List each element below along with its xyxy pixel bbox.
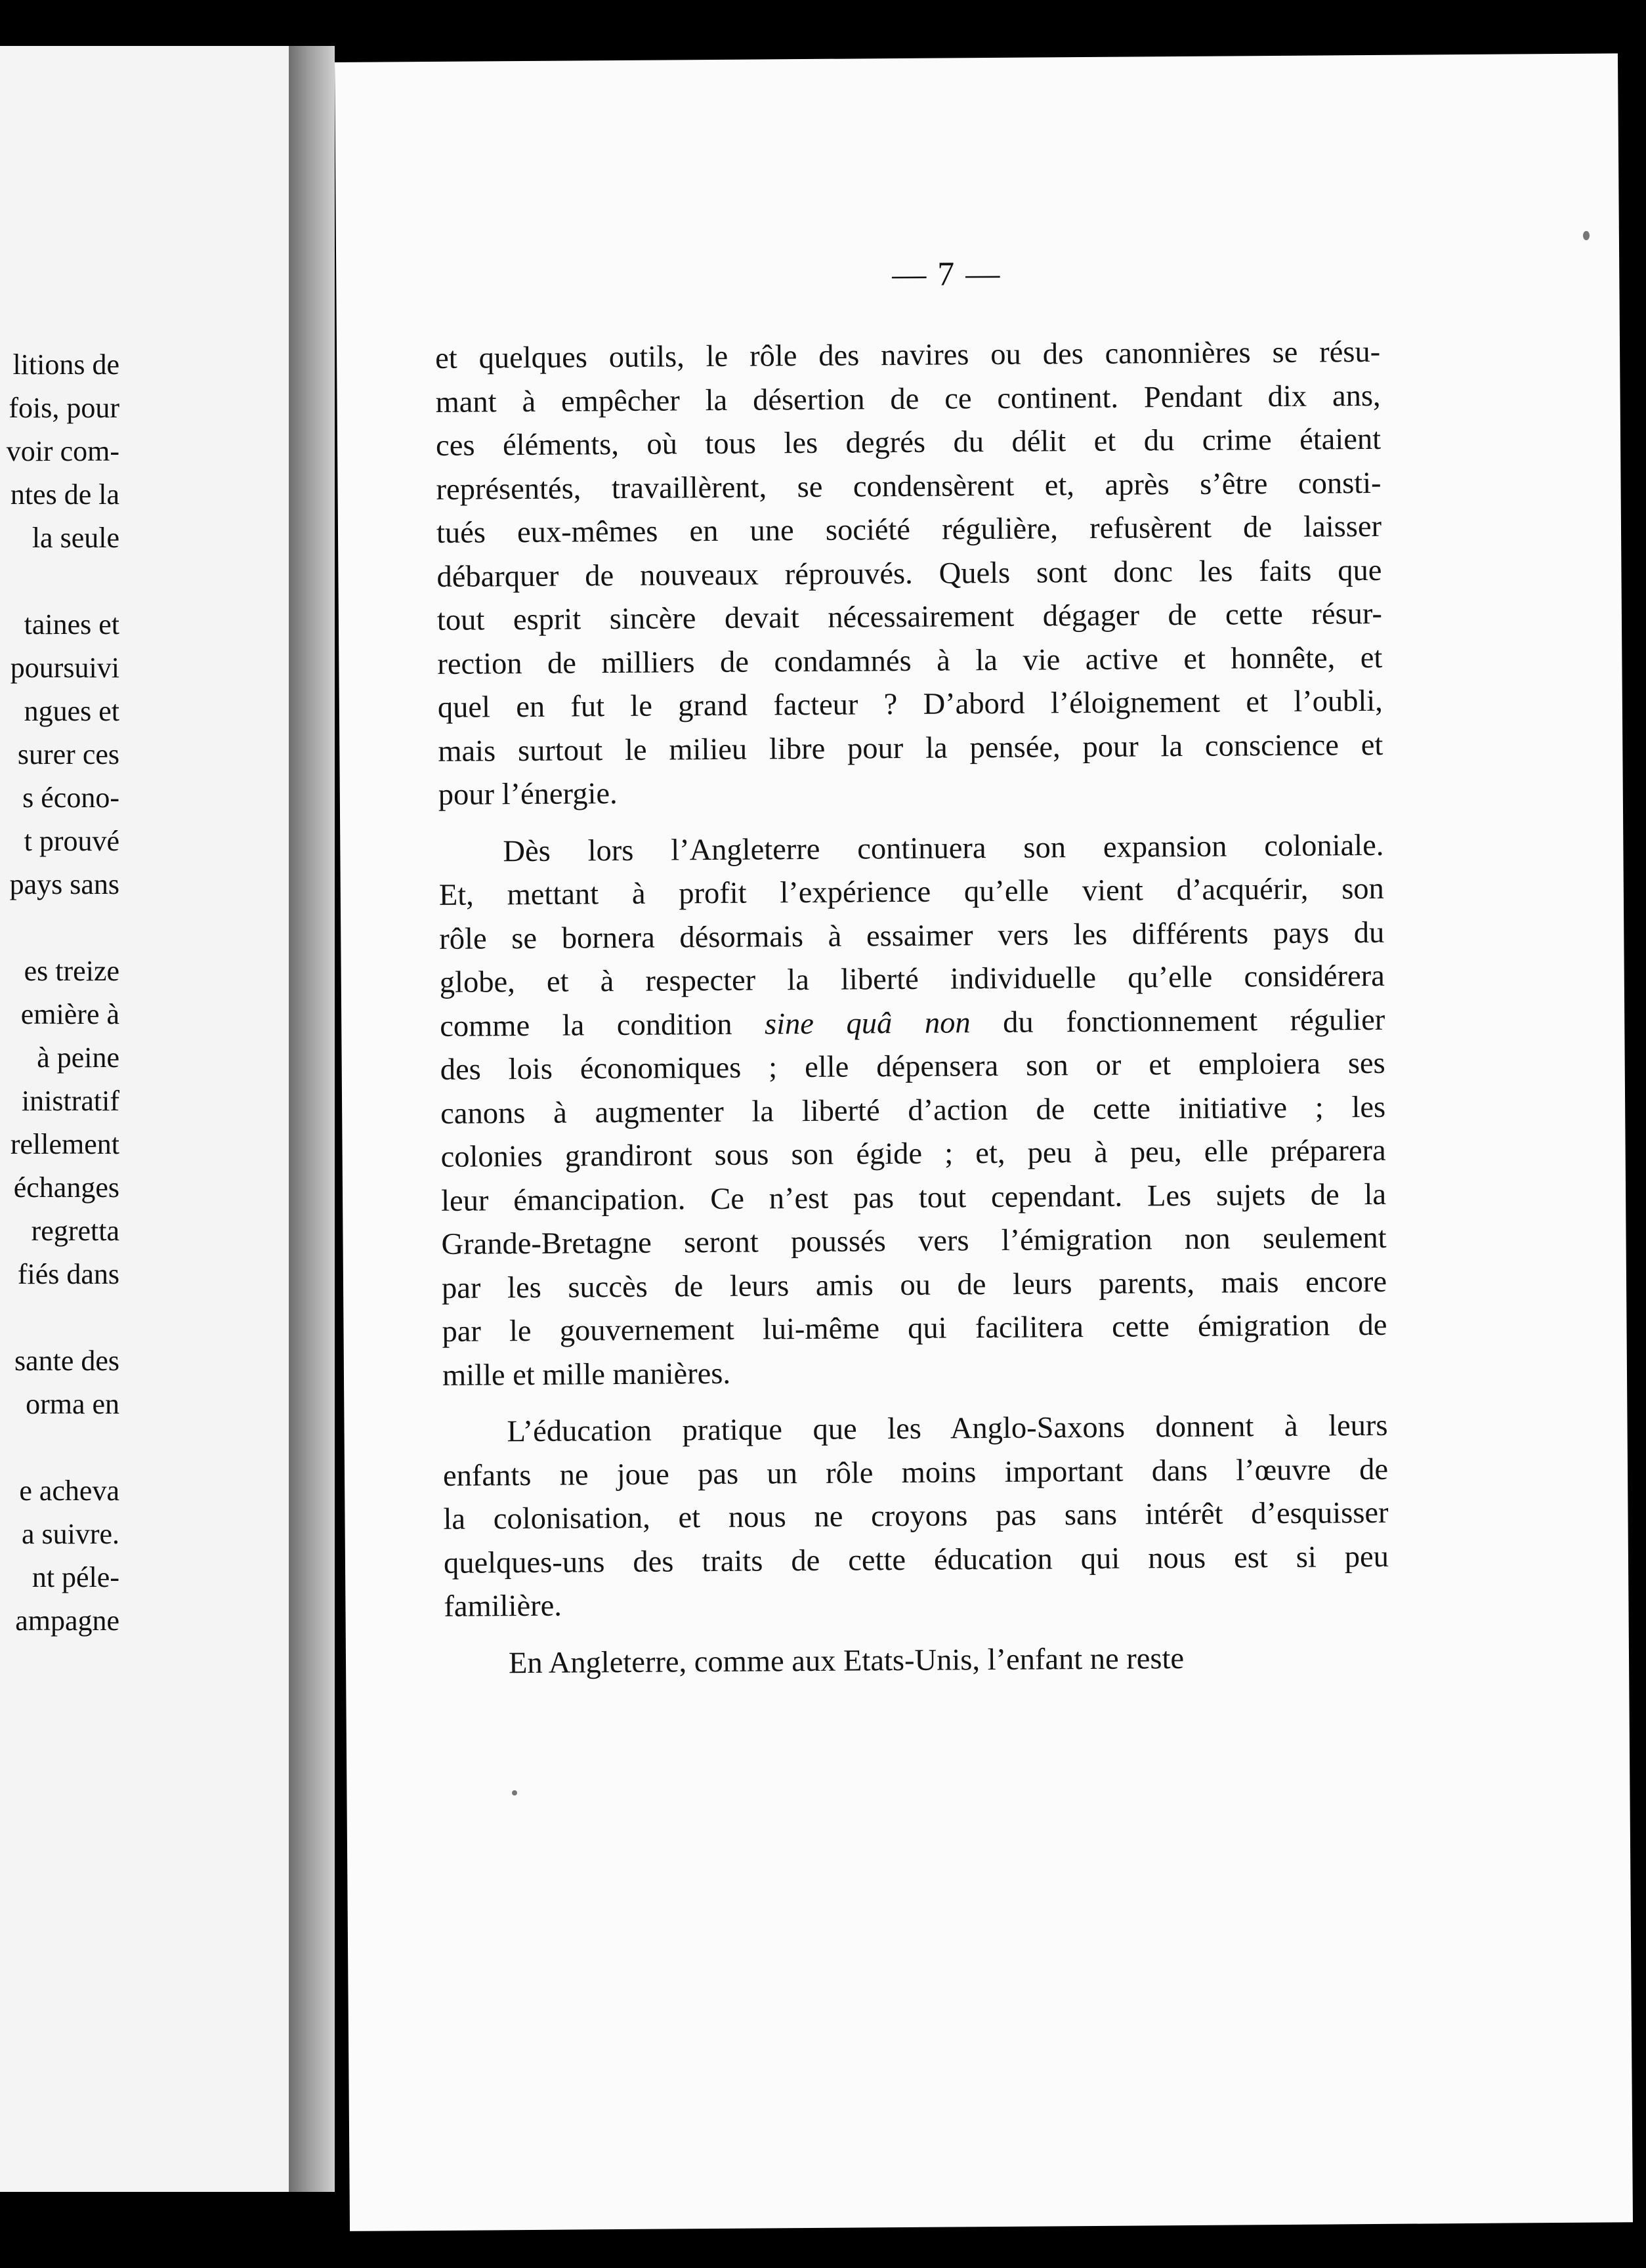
left-page-line: regretta: [31, 1215, 119, 1247]
text-line: par le gouvernement lui-même qui facilitera cette émigration de: [442, 1308, 1387, 1349]
left-page-line: litions de: [12, 348, 119, 381]
text-line: et quelques outils, le rôle des navires ou des canonnières se résu-: [434, 335, 1381, 375]
body-text: [435, 331, 1389, 1699]
text-line: la colonisation, et nous ne croyons pas sans intérêt d’esquisser: [443, 1496, 1389, 1536]
left-page-line: nt péle-: [32, 1561, 119, 1593]
left-page-line: à peine: [37, 1041, 119, 1074]
left-page-line: es treize: [24, 955, 119, 987]
text-line: quel en fut le grand facteur ? D’abord l’éloignement et l’oubli,: [437, 684, 1383, 724]
text-line: pour l’énergie.: [438, 777, 618, 812]
text-line: tout esprit sincère devait nécessairement dégager de cette résur-: [436, 597, 1383, 637]
text-line: familière.: [444, 1589, 562, 1624]
text-line: des lois économiques ; elle dépensera son or et emploiera ses: [440, 1046, 1385, 1087]
left-page-line: pays sans: [9, 868, 119, 900]
text-line: quelques-uns des traits de cette éducation qui nous est si peu: [443, 1540, 1389, 1580]
left-page-line: taines et: [24, 608, 119, 640]
left-page-line: la seule: [32, 522, 119, 554]
text-line: mille et mille manières.: [442, 1356, 731, 1393]
left-page-line: sante des: [14, 1345, 119, 1377]
left-page-line: rellement: [10, 1128, 119, 1160]
text-line: rôle se bornera désormais à essaimer vers les différents pays du: [439, 915, 1385, 956]
paragraph: [438, 824, 1387, 1398]
page-number: — 7 —: [892, 255, 1002, 294]
text-line: En Angleterre, comme aux Etats-Unis, l’enfant ne reste: [508, 1641, 1185, 1680]
scan-speck: [512, 1790, 517, 1796]
left-page-line: emière à: [20, 998, 119, 1030]
book-gutter-shadow: [289, 46, 335, 2192]
text-line: Dès lors l’Angleterre continuera son expansion coloniale.: [503, 828, 1384, 868]
left-page-line: e acheva: [19, 1475, 119, 1507]
text-line: représentés, travaillèrent, se condensèrent et, après s’être consti-: [436, 466, 1382, 507]
text-line: Et, mettant à profit l’expérience qu’elle vient d’acquérir, son: [438, 872, 1385, 912]
left-page-line: poursuivi: [10, 652, 119, 684]
text-line: colonies grandiront sous son égide ; et, peu à peu, elle préparera: [440, 1133, 1386, 1174]
italic-phrase: sine quâ non: [764, 1005, 971, 1041]
text-line: mais surtout le milieu libre pour la pensée, pour la conscience et: [438, 728, 1383, 768]
text-line: ces éléments, où tous les degrés du délit et du crime étaient: [435, 422, 1382, 463]
text-line: Grande-Bretagne seront poussés vers l’émigration non seulement: [441, 1221, 1387, 1261]
left-page-line: fois, pour: [9, 392, 119, 424]
left-page-line: a suivre.: [21, 1518, 119, 1550]
text-line: globe, et à respecter la liberté individuelle qu’elle considérera: [439, 959, 1385, 999]
left-page-line: fiés dans: [17, 1258, 119, 1290]
text-line: canons à augmenter la liberté d’action de cette initiative ; les: [440, 1090, 1386, 1131]
left-page-line: voir com-: [6, 435, 119, 467]
text-line: mant à empêcher la désertion de ce continent. Pendant dix ans,: [435, 379, 1381, 419]
text-line: débarquer de nouveaux réprouvés. Quels sont donc les faits que: [436, 553, 1382, 594]
text-line: par les succès de leurs amis ou de leurs parents, mais encore: [441, 1265, 1387, 1305]
left-page-text: [0, 46, 125, 2192]
text-line: enfants ne joue pas un rôle moins important dans l’œuvre de: [442, 1452, 1389, 1493]
paragraph: [444, 1635, 1389, 1686]
right-page: [335, 53, 1633, 2231]
text-line: leur émancipation. Ce n’est pas tout cependant. Les sujets de la: [440, 1177, 1387, 1218]
paragraph: [442, 1404, 1389, 1629]
left-page-line: ngues et: [24, 695, 119, 727]
left-page-line: ntes de la: [10, 478, 119, 511]
left-page-line: t prouvé: [24, 825, 119, 857]
scan-speck: [1583, 231, 1590, 240]
left-page: [0, 46, 293, 2192]
left-page-line: s écono-: [22, 782, 119, 814]
paragraph: [435, 331, 1383, 818]
left-page-line: inistratif: [21, 1085, 119, 1117]
left-page-line: échanges: [13, 1171, 119, 1204]
text-line: comme la condition sine quâ non du fonctionnement régulier: [440, 1003, 1385, 1043]
left-page-line: surer ces: [17, 738, 119, 770]
text-line: tués eux-mêmes en une société régulière, refusèrent de laisser: [436, 509, 1382, 550]
left-page-line: orma en: [26, 1388, 119, 1420]
text-line: L’éducation pratique que les Anglo-Saxons donnent à leurs: [507, 1408, 1388, 1449]
left-page-line: ampagne: [15, 1605, 119, 1637]
text-line: rection de milliers de condamnés à la vie active et honnête, et: [437, 640, 1383, 681]
